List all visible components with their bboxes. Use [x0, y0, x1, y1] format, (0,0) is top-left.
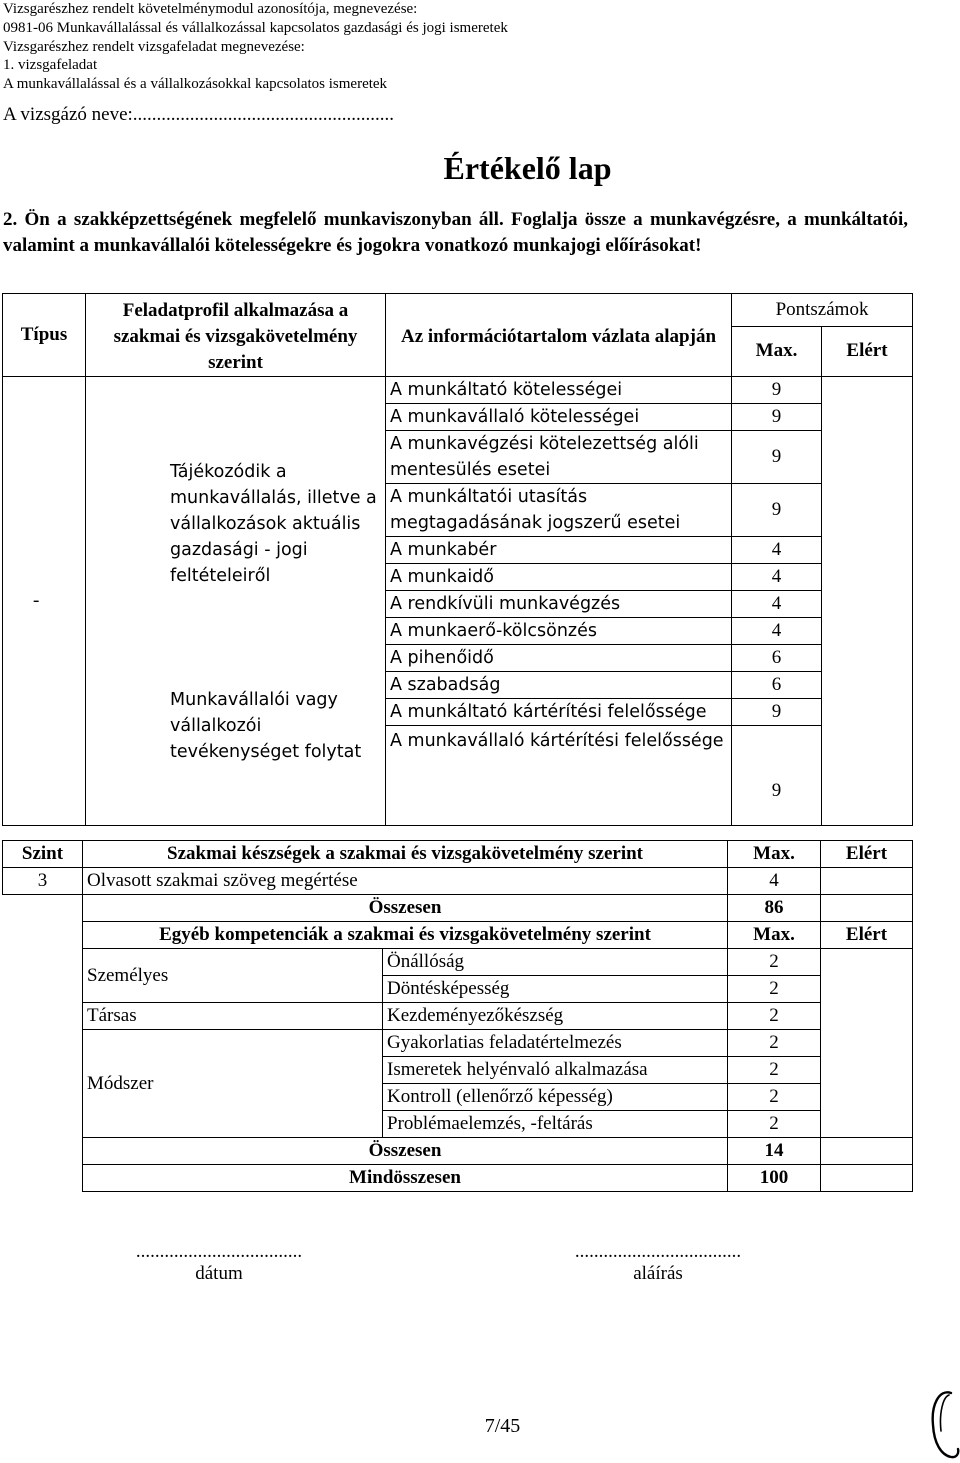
header-line: A munkavállalással és a vállalkozásokkal kapcsolatos ismeretek [3, 76, 388, 93]
info-item: A munkaidő [386, 564, 732, 591]
header-line: 1. vizsgafeladat [3, 57, 98, 74]
info-item: A munkavállaló kötelességei [386, 404, 732, 431]
info-item: A munkáltató kötelességei [386, 377, 732, 404]
date-label: dátum [195, 1263, 243, 1284]
info-header: Az információtartalom vázlata alapján [386, 294, 732, 377]
competency-label: Gyakorlatias feladatértelmezés [383, 1030, 728, 1057]
total-label: Összesen [83, 1138, 728, 1165]
group-name: Személyes [83, 949, 383, 1003]
max-value: 6 [732, 672, 822, 699]
type-value: - [3, 377, 86, 826]
info-item: A szabadság [386, 672, 732, 699]
achieved-cell[interactable] [821, 1165, 913, 1192]
info-item: A munkáltatói utasítás megtagadásának jogszerű esetei [386, 484, 732, 537]
skills-header: Szakmai készségek a szakmai és vizsgakövetelmény szerint [83, 841, 728, 868]
date-signature-block [88, 1241, 350, 1285]
max-value: 2 [728, 1084, 821, 1111]
group-name: Társas [83, 1003, 383, 1030]
level-header: Szint [3, 841, 83, 868]
points-header: Pontszámok [732, 294, 913, 327]
competency-label: Önállóság [383, 949, 728, 976]
max-value: 9 [732, 699, 822, 726]
max-value: 2 [728, 1003, 821, 1030]
total-value: 86 [728, 895, 821, 922]
max-value: 4 [732, 564, 822, 591]
sign-dots: ................................... [574, 1241, 742, 1262]
competency-label: Ismeretek helyénvaló alkalmazása [383, 1057, 728, 1084]
skills-table [2, 840, 913, 1192]
task-description: 2. Ön a szakképzettségének megfelelő munkaviszonyban áll. Foglalja össze a munkavégzésre, a munkáltatói, valamint a munkavállalói kötelességekre és jogokra vonatkozó munkajogi előírásokat! [3, 209, 908, 256]
max-value: 9 [732, 377, 822, 404]
max-value: 4 [732, 537, 822, 564]
header-line: 0981-06 Munkavállalással és vállalkozással kapcsolatos gazdasági és jogi ismeretek [3, 19, 508, 36]
achieved-cell[interactable] [822, 377, 913, 826]
info-item: A munkáltató kártérítési felelőssége [386, 699, 732, 726]
max-value: 2 [728, 1057, 821, 1084]
total-label: Összesen [83, 895, 728, 922]
type-header: Típus [3, 294, 86, 377]
evaluation-table [2, 293, 913, 826]
achieved-cell[interactable] [821, 895, 913, 922]
info-item: A munkabér [386, 537, 732, 564]
sign-label: aláírás [633, 1263, 683, 1284]
competency-label: Kontroll (ellenőrző képesség) [383, 1084, 728, 1111]
achieved-cell[interactable] [821, 1138, 913, 1165]
competency-label: Kezdeményezőkészség [383, 1003, 728, 1030]
competency-label: Döntésképesség [383, 976, 728, 1003]
achieved-header: Elért [822, 326, 913, 376]
handwritten-initial-icon [925, 1385, 960, 1463]
max-value: 2 [728, 1030, 821, 1057]
sign-signature-block [527, 1241, 789, 1285]
page-title: Értékelő lap [443, 150, 612, 186]
candidate-name-line: A vizsgázó neve:....................................................... [3, 104, 395, 125]
max-value: 2 [728, 976, 821, 1003]
total-value: 14 [728, 1138, 821, 1165]
achieved-header: Elért [821, 922, 913, 949]
other-header: Egyéb kompetenciák a szakmai és vizsgakövetelmény szerint [83, 922, 728, 949]
profile-2: Munkavállalói vagy vállalkozói tevékenységet folytat [86, 591, 386, 826]
empty-cell [3, 895, 83, 1192]
document-header [3, 0, 508, 94]
info-item: A munkavállaló kártérítési felelőssége [386, 726, 732, 826]
max-value: 6 [732, 645, 822, 672]
achieved-cell[interactable] [821, 868, 913, 895]
max-value: 2 [728, 1111, 821, 1138]
date-dots: ................................... [135, 1241, 303, 1262]
max-value: 4 [732, 618, 822, 645]
info-item: A munkavégzési kötelezettség alóli mentesülés esetei [386, 431, 732, 484]
header-line: Vizsgarészhez rendelt követelménymodul azonosítója, megnevezése: [3, 1, 418, 17]
group-name: Módszer [83, 1030, 383, 1138]
skill-label: Olvasott szakmai szöveg megértése [83, 868, 728, 895]
max-header: Max. [732, 326, 822, 376]
competency-label: Problémaelemzés, -feltárás [383, 1111, 728, 1138]
profile-1: Tájékozódik a munkavállalás, illetve a vállalkozások aktuális gazdasági - jogi feltételeiről [86, 377, 386, 591]
grand-total-value: 100 [728, 1165, 821, 1192]
achieved-header: Elért [821, 841, 913, 868]
info-item: A munkaerő-kölcsönzés [386, 618, 732, 645]
max-header: Max. [728, 922, 821, 949]
info-item: A pihenőidő [386, 645, 732, 672]
level-value: 3 [3, 868, 83, 895]
grand-total-label: Mindösszesen [83, 1165, 728, 1192]
max-value: 4 [732, 591, 822, 618]
page-number: 7/45 [484, 1415, 521, 1437]
achieved-cell[interactable] [821, 949, 913, 1138]
max-value: 2 [728, 949, 821, 976]
max-value: 9 [732, 431, 822, 484]
profile-header: Feladatprofil alkalmazása a szakmai és vizsgakövetelmény szerint [86, 294, 386, 377]
max-value: 9 [732, 726, 822, 826]
max-value: 9 [732, 484, 822, 537]
info-item: A rendkívüli munkavégzés [386, 591, 732, 618]
max-header: Max. [728, 841, 821, 868]
max-value: 9 [732, 404, 822, 431]
max-value: 4 [728, 868, 821, 895]
header-line: Vizsgarészhez rendelt vizsgafeladat megnevezése: [3, 38, 305, 55]
